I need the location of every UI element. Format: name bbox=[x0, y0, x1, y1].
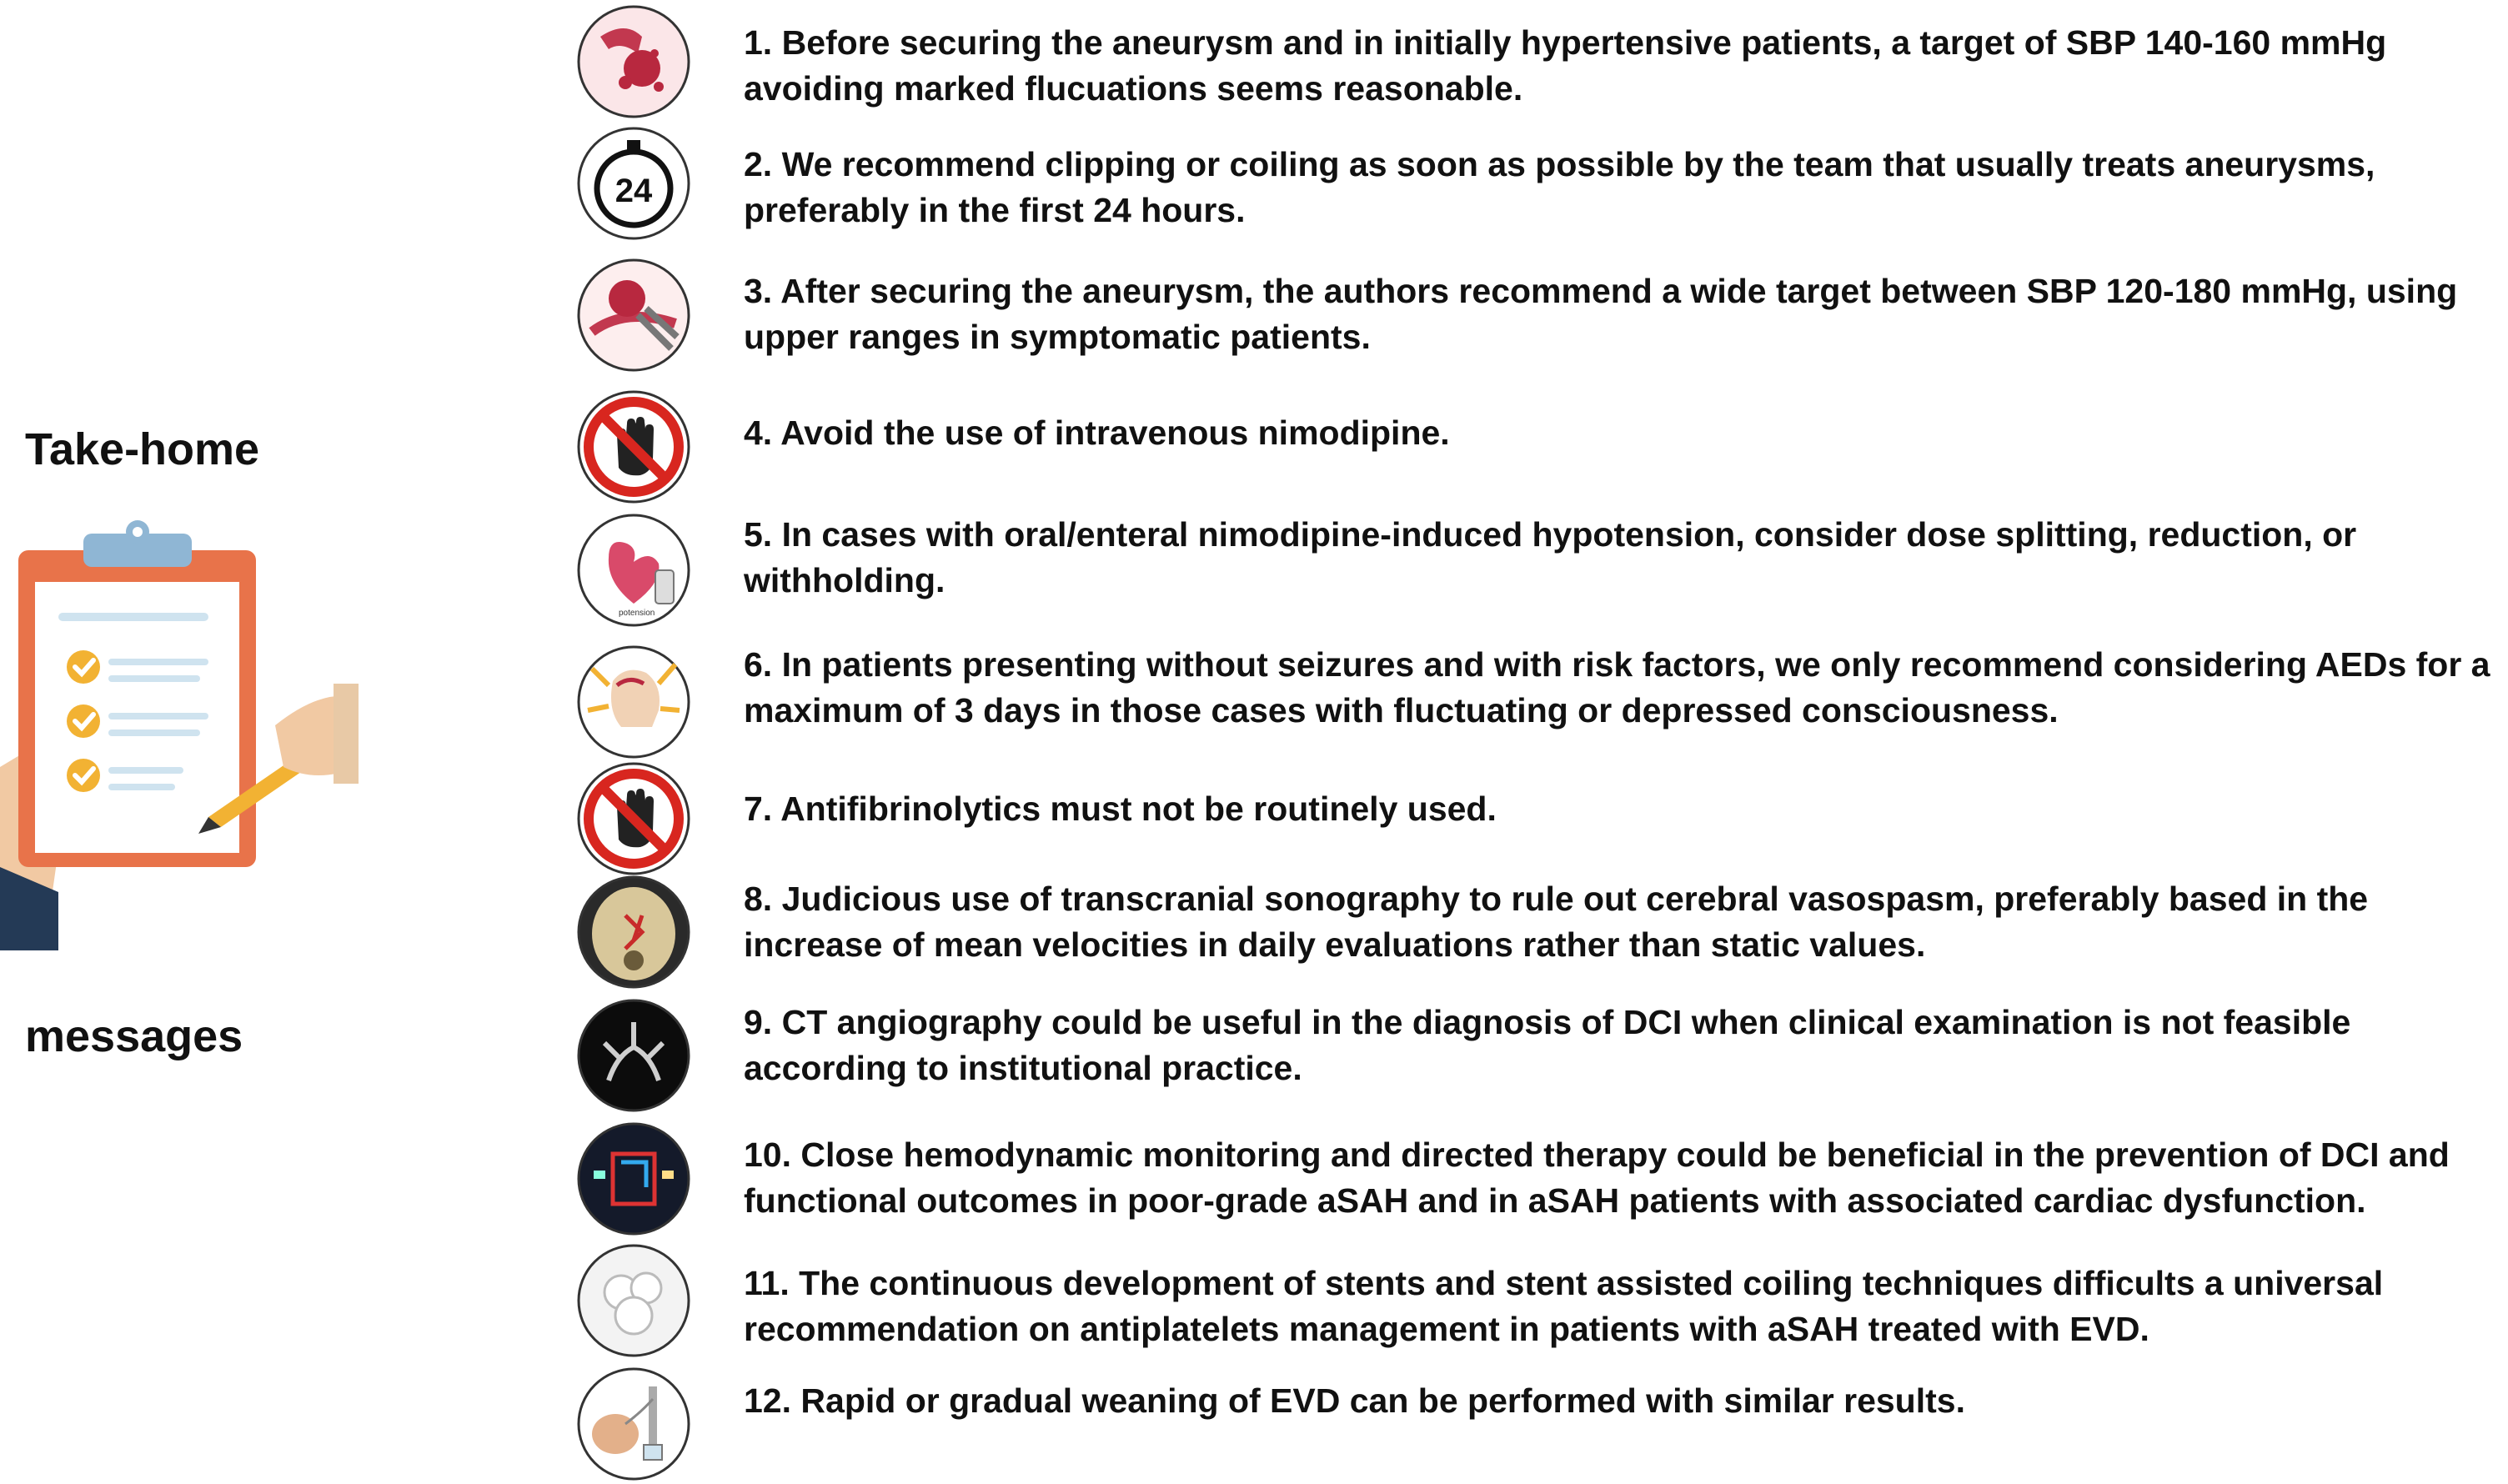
aneurysm-bleed-icon bbox=[575, 3, 692, 120]
svg-text:24: 24 bbox=[614, 173, 653, 209]
seizure-head-icon bbox=[575, 644, 692, 760]
clipboard-checklist-icon bbox=[0, 517, 359, 950]
message-text-11: 11. The continuous development of stents and stent assisted coiling techniques difficults a universal recommendation on antiplatelets management in patients with aSAH treated with EVD. bbox=[744, 1264, 2384, 1348]
message-text-9: 9. CT angiography could be useful in the diagnosis of DCI when clinical examination is not feasible according to institutional practice. bbox=[744, 1003, 2351, 1087]
message-text-12: 12. Rapid or gradual weaning of EVD can be performed with similar results. bbox=[744, 1381, 1965, 1420]
message-text-2: 2. We recommend clipping or coiling as soon as possible by the team that usually treats aneurysms, preferably in the first 24 hours. bbox=[744, 145, 2375, 229]
timer-24-icon bbox=[575, 125, 692, 242]
message-text-10: 10. Close hemodynamic monitoring and directed therapy could be beneficial in the prevention of DCI and functional outcomes in poor-grade aSAH and in aSAH patients with associated cardiac dysfunction. bbox=[744, 1136, 2450, 1220]
message-text-7: 7. Antifibrinolytics must not be routinely used. bbox=[744, 790, 1497, 828]
evd-drain-icon bbox=[575, 1366, 692, 1482]
hemodynamic-monitor-icon bbox=[575, 1121, 692, 1237]
message-text-1: 1. Before securing the aneurysm and in initially hypertensive patients, a target of SBP 140-160 mmHg avoiding marked flucuations seems reasonable. bbox=[744, 23, 2387, 108]
stop-hand-icon bbox=[575, 760, 692, 877]
title-messages: messages bbox=[25, 1011, 243, 1061]
message-text-3: 3. After securing the aneurysm, the authors recommend a wide target between SBP 120-180 mmHg, using upper ranges in symptomatic patients. bbox=[744, 272, 2458, 356]
title-take-home: Take-home bbox=[25, 424, 260, 474]
heart-hypotension-icon bbox=[575, 512, 692, 629]
svg-text:potension: potension bbox=[619, 609, 655, 618]
message-text-6: 6. In patients presenting without seizures and with risk factors, we only recommend considering AEDs for a maximum of 3 days in those cases with fluctuating or depressed consciousness. bbox=[744, 645, 2490, 729]
message-text-4: 4. Avoid the use of intravenous nimodipine. bbox=[744, 414, 1450, 452]
message-text-8: 8. Judicious use of transcranial sonography to rule out cerebral vasospasm, preferably based in the increase of mean velocities in daily evaluations rather than static values. bbox=[744, 880, 2369, 964]
stop-hand-icon bbox=[575, 389, 692, 505]
pills-icon bbox=[575, 1242, 692, 1359]
message-text-5: 5. In cases with oral/enteral nimodipine-induced hypotension, consider dose splitting, reduction, or withholding. bbox=[744, 515, 2357, 599]
transcranial-doppler-icon bbox=[575, 874, 692, 990]
ct-angiography-icon bbox=[575, 997, 692, 1114]
aneurysm-clip-icon bbox=[575, 257, 692, 374]
